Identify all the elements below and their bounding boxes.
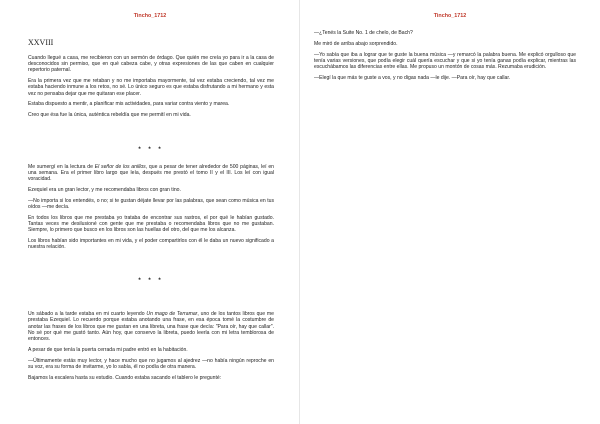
paragraph: —Yo sabía que iba a lograr que te guste la buena música —y remarcó la palabra buena. Me explicó orgulloso que tenía varias versiones, que podía elegir cuál quería escuchar y que si yo tenía ganas podía explicar, mientras las escuchábamos las diferencias entre ellas. Me propuso un montón de cosas más. Rezumaba erudición.	[314, 51, 576, 70]
book-title: El señor de los anillos	[94, 164, 146, 170]
paragraph: Un sábado a la tarde estaba en mi cuarto leyendo Un mago de Terramar, uno de los tantos libros que me prestaba Ezequiel. Lo recuerdo porque estaba anotando una frase, en esa época tomé la costumbre de anotar las frases de los libros que me gustan en una libreta, una frase que decía: "Para oír, hay que callar". No sé por qué me gustó tanto. Aún hoy, que conservo la libreta, puedo leerla con mi letra temblorosa de entonces.	[28, 311, 274, 343]
section-separator: * * *	[138, 147, 164, 153]
paragraph: Me miró de arriba abajo sorprendido.	[314, 40, 398, 47]
running-head: Tincho_1712	[133, 13, 167, 19]
paragraph: En todos los libros que me prestaba yo trataba de encontrar sus rastros, el por qué le habían gustado. Tantas veces me desilusioné con gente que me prestaba o recomendaba libros que no me gustaban. Siempre, lo primero que busco en los libros son las huellas del otro, del que me los alcanza.	[28, 215, 274, 234]
paragraph: —No importa si los entendés, o no; si te gustan déjate llevar por las palabras, que sean como música en tus oídos —me decía.	[28, 198, 274, 211]
paragraph: —Elegí la que más te guste a vos, y no digas nada —le dije. —Para oír, hay que callar.	[314, 74, 511, 81]
book-title: Un mago de Terramar	[146, 311, 198, 318]
paragraph: Me sumergí en la lectura de El señor de los anillos, que a pesar de tener alrededor de 500 páginas, leí en una semana. Era el primer libro largo que leía, después me prestó el tomo II y el III. Los leí con igual voracidad.	[28, 164, 274, 183]
paragraph: Creo que ésa fue la única, auténtica rebeldía que me permití en mi vida.	[28, 112, 191, 119]
paragraph: Bajamos la escalera hasta su estudio. Cuando estaba sacando el tablero le pregunté:	[28, 374, 222, 381]
paragraph: Estaba dispuesto a mentir, a planificar mis actividades, para variar contra viento y marea.	[28, 101, 230, 108]
paragraph: —¿Tenés la Suite No. 1 de chelo, de Bach?	[314, 30, 413, 36]
chapter-heading: XXVIII	[28, 38, 54, 47]
paragraph: A pesar de que tenía la puerta cerrada mi padre entró en la habitación.	[28, 346, 188, 353]
paragraph: Era la primera vez que me retaban y no me importaba mayormente, tal vez estaba creciendo, tal vez me estaba haciendo inmune a los retos, no sé. Lo único seguro es que estaba disfrutando a mi hermano y esta vez no pensaba dejar que me quitaran ese placer.	[28, 78, 274, 97]
paragraph: Los libros habían sido importantes en mi vida, y el poder compartirlos con él le daba un nuevo significado a nuestra relación.	[28, 238, 274, 251]
paragraph: —Últimamente estás muy lector, y hace mucho que no jugamos al ajedrez —no había ningún reproche en su voz, era su forma de invitarme, yo lo sabía, él no podía de otra manera.	[28, 357, 274, 370]
section-separator: * * *	[138, 278, 164, 285]
left-page-text	[28, 38, 274, 385]
right-page	[300, 0, 600, 424]
running-head: Tincho_1712	[433, 13, 467, 19]
paragraph: Ezequiel era un gran lector, y me recomendaba libros con gran tino.	[28, 187, 181, 194]
right-page-text	[314, 30, 576, 86]
paragraph: Cuando llegué a casa, me recibieron con un sermón de órdago. Que quién me creía yo para ir a la casa de desconocidos sin permiso, que en qué cabeza cabe, y otras expresiones de las que caben en cualquier repertorio paternal.	[28, 55, 274, 74]
